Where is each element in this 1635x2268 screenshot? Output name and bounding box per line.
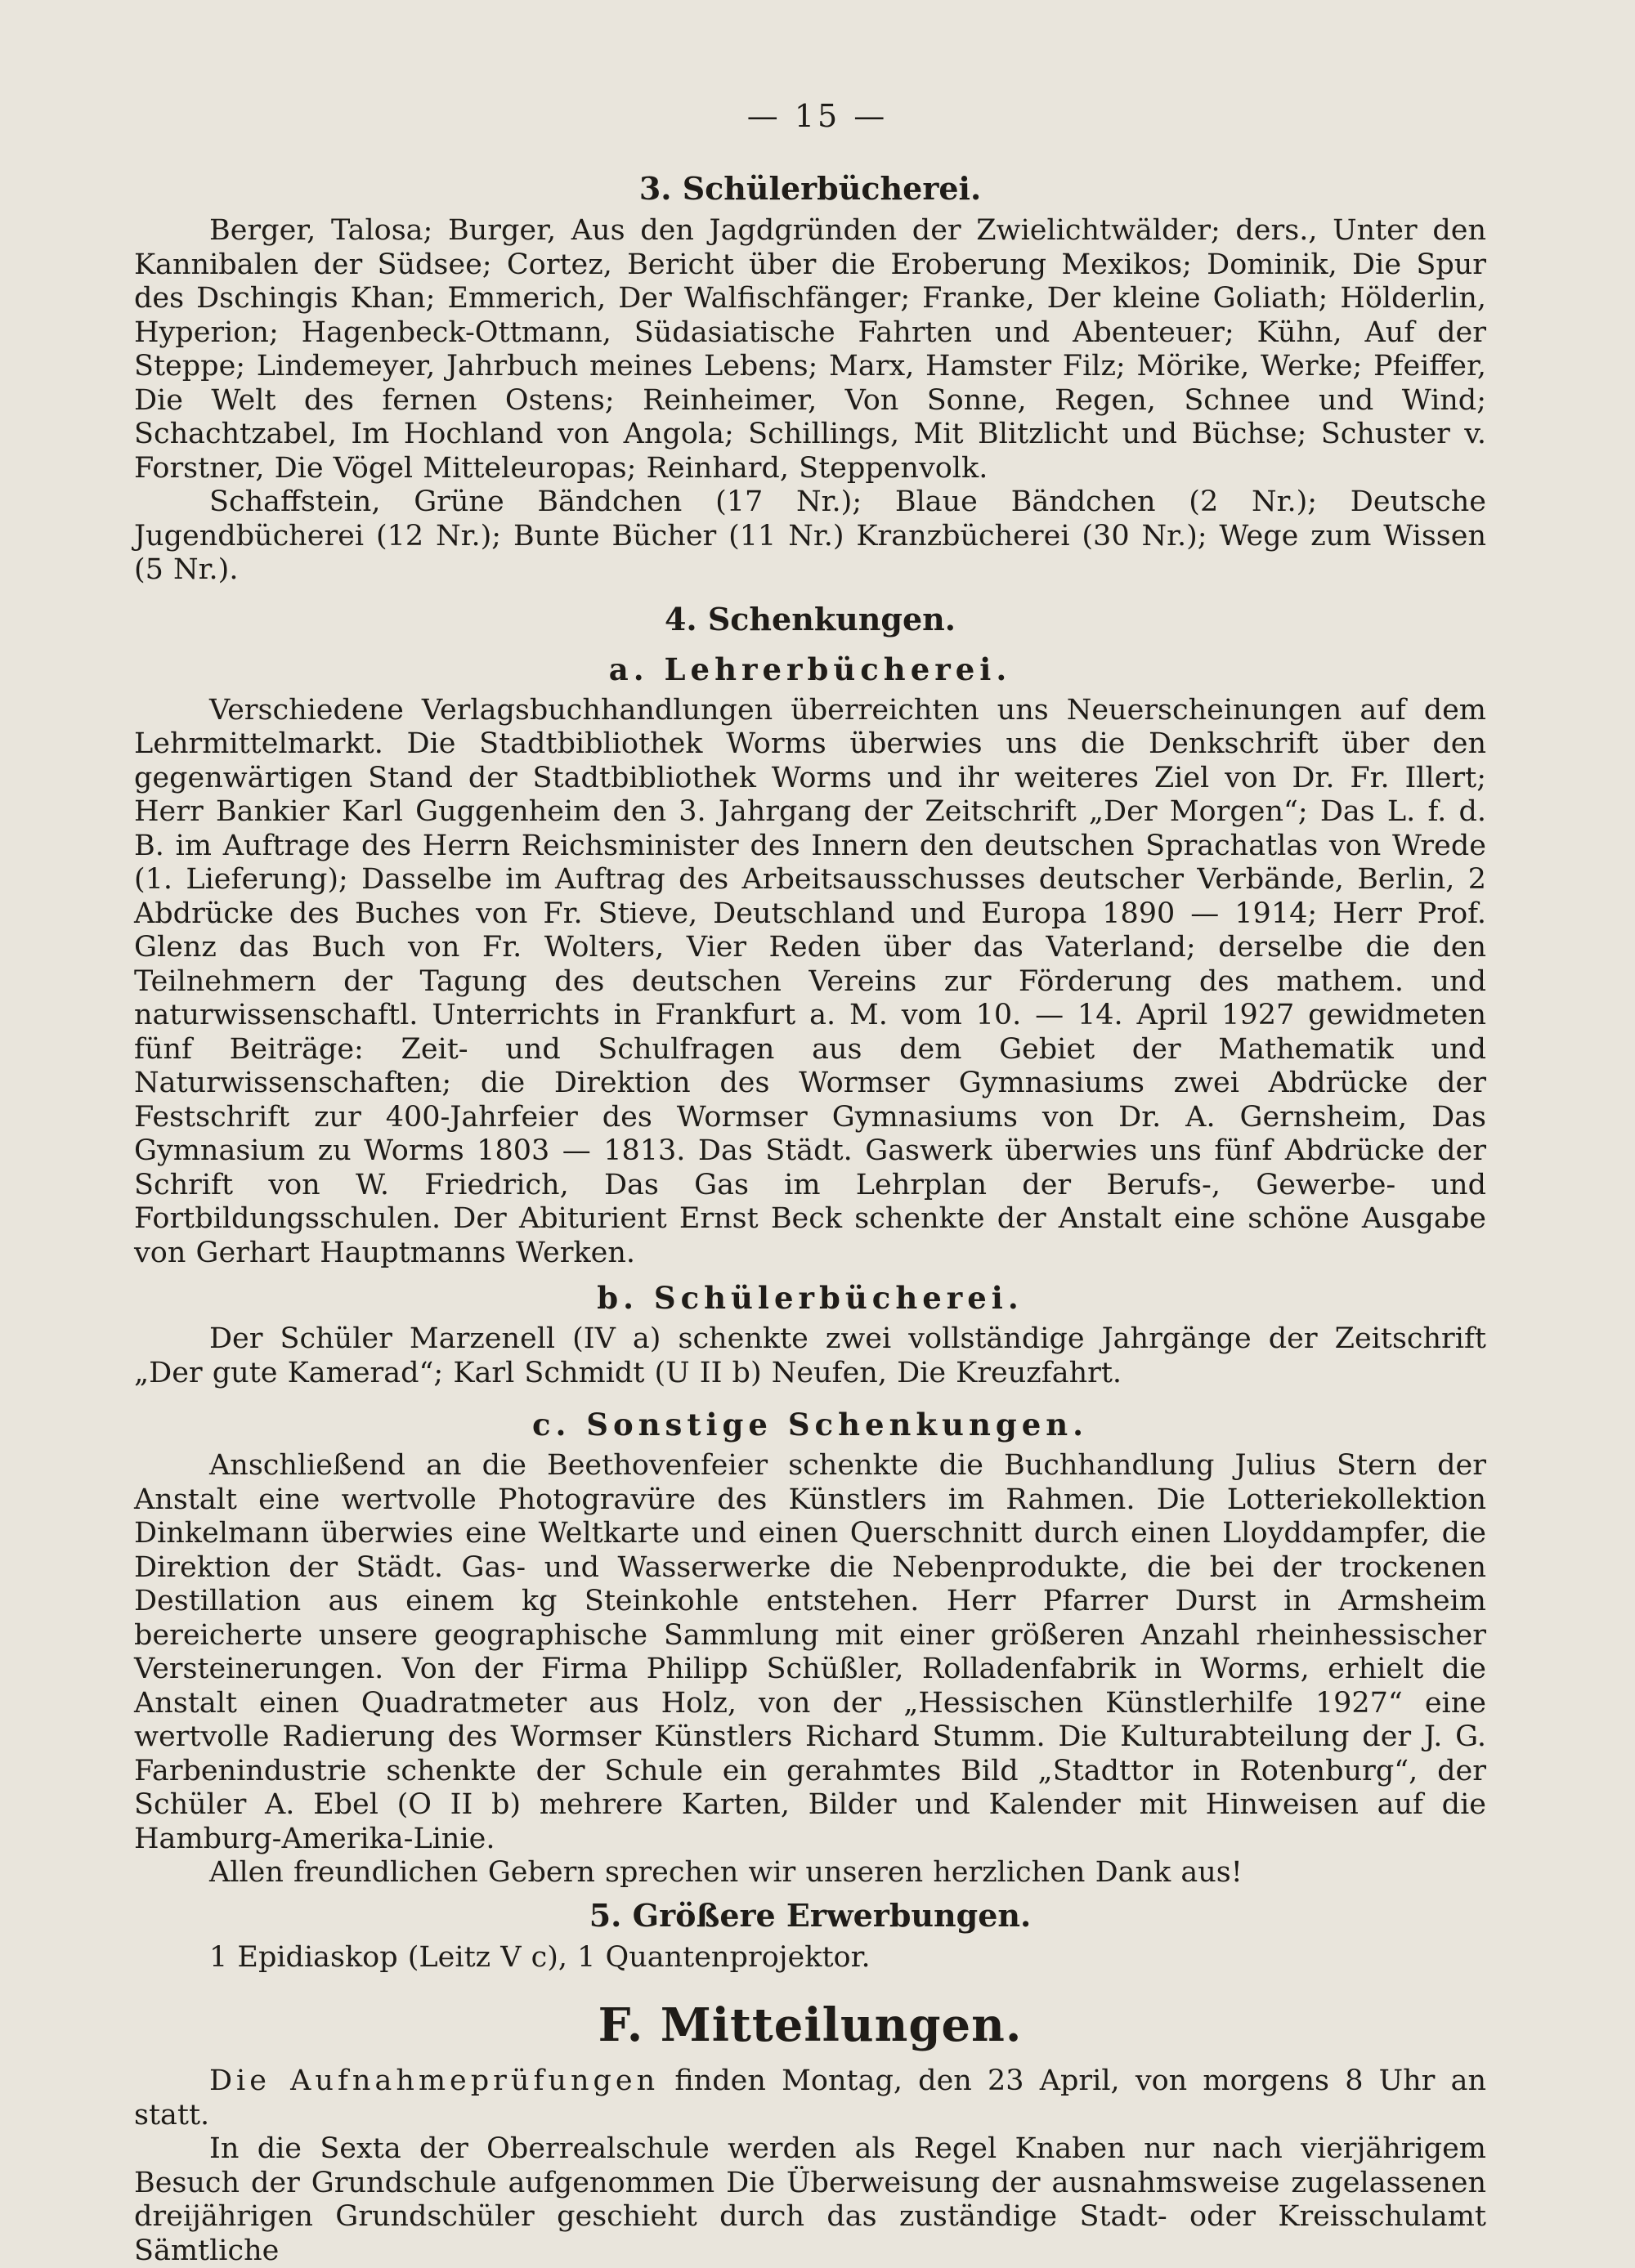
subheading-lehrerbuecherei: a. Lehrerbücherei. [608, 651, 1012, 687]
heading-mitteilungen: F. Mitteilungen. [598, 1998, 1023, 2052]
heading-schenkungen: 4. Schenkungen. [664, 600, 956, 637]
page-number: — 15 — [746, 98, 889, 134]
paragraph-erwerbungen: 1 Epidiaskop (Leitz V c), 1 Quantenprojektor. [209, 1940, 871, 1974]
paragraph-sexta-aufnahme: In die Sexta der Oberrealschule werden als Regel Knaben nur nach vierjährigem Besuch der Grundschule aufgenommen Die Überweisung der ausnahmsweise zugelassenen dreijährigen Grundschüler geschieht durch das zuständige Stadt- oder Kreisschulamt Sämtliche [134, 2132, 1486, 2267]
paragraph-dank: Allen freundlichen Gebern sprechen wir unseren herzlichen Dank aus! [209, 1856, 1243, 1889]
paragraph-sonstige-schenkungen: Anschließend an die Beethovenfeier schenkte die Buchhandlung Julius Stern der Anstalt eine wertvolle Photogravüre des Künstlers im Rahmen. Die Lotteriekollektion Dinkelmann überwies eine Weltkarte und einen Querschnitt durch einen Lloyddampfer, die Direktion der Städt. Gas- und Wasserwerke die Nebenprodukte, die bei der trockenen Destillation aus einem kg Steinkohle entstehen. Herr Pfarrer Durst in Armsheim bereicherte unsere geographische Sammlung mit einer größeren Anzahl rheinhessischer Versteinerungen. Von der Firma Philipp Schüßler, Rolladenfabrik in Worms, erhielt die Anstalt einen Quadratmeter aus Holz, von der „Hessischen Künstlerhilfe 1927“ eine wertvolle Radierung des Wormser Künstlers Richard Stumm. Die Kulturabteilung der J. G. Farbenindustrie schenkte der Schule ein gerahmtes Bild „Stadttor in Rotenburg“, der Schüler A. Ebel (O II b) mehrere Karten, Bilder und Kalender mit Hinweisen auf die Hamburg-Amerika-Linie. [134, 1449, 1486, 1855]
aufnahmepruefungen-term: Die Aufnahmeprüfungen [209, 2064, 660, 2097]
subheading-schuelerbuecherei: b. Schülerbücherei. [597, 1280, 1024, 1316]
aufnahmepruefungen-text: finden Montag, den 23 April, von morgens 8 Uhr an statt. [134, 2064, 1487, 2132]
heading-groessere-erwerbungen: 5. Größere Erwerbungen. [589, 1896, 1032, 1934]
paragraph-aufnahmepruefungen [134, 2064, 1486, 2132]
heading-schuelerbuecherei: 3. Schülerbücherei. [638, 170, 982, 207]
paragraph-schuelerbuecherei-series: Schaffstein, Grüne Bändchen (17 Nr.); Blaue Bändchen (2 Nr.); Deutsche Jugendbücherei (12 Nr.); Bunte Bücher (11 Nr.) Kranzbücherei (30 Nr.); Wege zum Wissen (5 Nr.). [134, 485, 1486, 586]
paragraph-schuelerbuecherei-list: Berger, Talosa; Burger, Aus den Jagdgründen der Zwielichtwälder; ders., Unter den Kannibalen der Südsee; Cortez, Bericht über die Eroberung Mexikos; Dominik, Die Spur des Dschingis Khan; Emmerich, Der Walfischfänger; Franke, Der kleine Goliath; Hölderlin, Hyperion; Hagenbeck-Ottmann, Südasiatische Fahrten und Abenteuer; Kühn, Auf der Steppe; Lindemeyer, Jahrbuch meines Lebens; Marx, Hamster Filz; Mörike, Werke; Pfeiffer, Die Welt des fernen Ostens; Reinheimer, Von Sonne, Regen, Schnee und Wind; Schachtzabel, Im Hochland von Angola; Schillings, Mit Blitzlicht und Büchse; Schuster v. Forstner, Die Vögel Mitteleuropas; Reinhard, Steppenvolk. [134, 214, 1486, 485]
paragraph-lehrerbuecherei: Verschiedene Verlagsbuchhandlungen überreichten uns Neuerscheinungen auf dem Lehrmittelmarkt. Die Stadtbibliothek Worms überwies uns die Denkschrift über den gegenwärtigen Stand der Stadtbibliothek Worms und ihr weiteres Ziel von Dr. Fr. Illert; Herr Bankier Karl Guggenheim den 3. Jahrgang der Zeitschrift „Der Morgen“; Das L. f. d. B. im Auftrage des Herrn Reichsminister des Innern den deutschen Sprachatlas von Wrede (1. Lieferung); Dasselbe im Auftrag des Arbeitsausschusses deutscher Verbände, Berlin, 2 Abdrücke des Buches von Fr. Stieve, Deutschland und Europa 1890 — 1914; Herr Prof. Glenz das Buch von Fr. Wolters, Vier Reden über das Vaterland; derselbe die den Teilnehmern der Tagung des deutschen Vereins zur Förderung des mathem. und naturwissenschaftl. Unterrichts in Frankfurt a. M. vom 10. — 14. April 1927 gewidmeten fünf Beiträge: Zeit- und Schulfragen aus dem Gebiet der Mathematik und Naturwissenschaften; die Direktion des Wormser Gymnasiums zwei Abdrücke der Festschrift zur 400-Jahrfeier des Wormser Gymnasiums von Dr. A. Gernsheim, Das Gymnasium zu Worms 1803 — 1813. Das Städt. Gaswerk überwies uns fünf Abdrücke der Schrift von W. Friedrich, Das Gas im Lehrplan der Berufs-, Gewerbe- und Fortbildungsschulen. Der Abiturient Ernst Beck schenkte der Anstalt eine schöne Ausgabe von Gerhart Hauptmanns Werken. [134, 693, 1486, 1269]
page-content [134, 163, 1486, 2268]
subheading-sonstige-schenkungen: c. Sonstige Schenkungen. [531, 1407, 1089, 1443]
paragraph-schuelerbuecherei-gifts: Der Schüler Marzenell (IV a) schenkte zwei vollständige Jahrgänge der Zeitschrift „Der gute Kamerad“; Karl Schmidt (U II b) Neufen, Die Kreuzfahrt. [134, 1322, 1486, 1389]
